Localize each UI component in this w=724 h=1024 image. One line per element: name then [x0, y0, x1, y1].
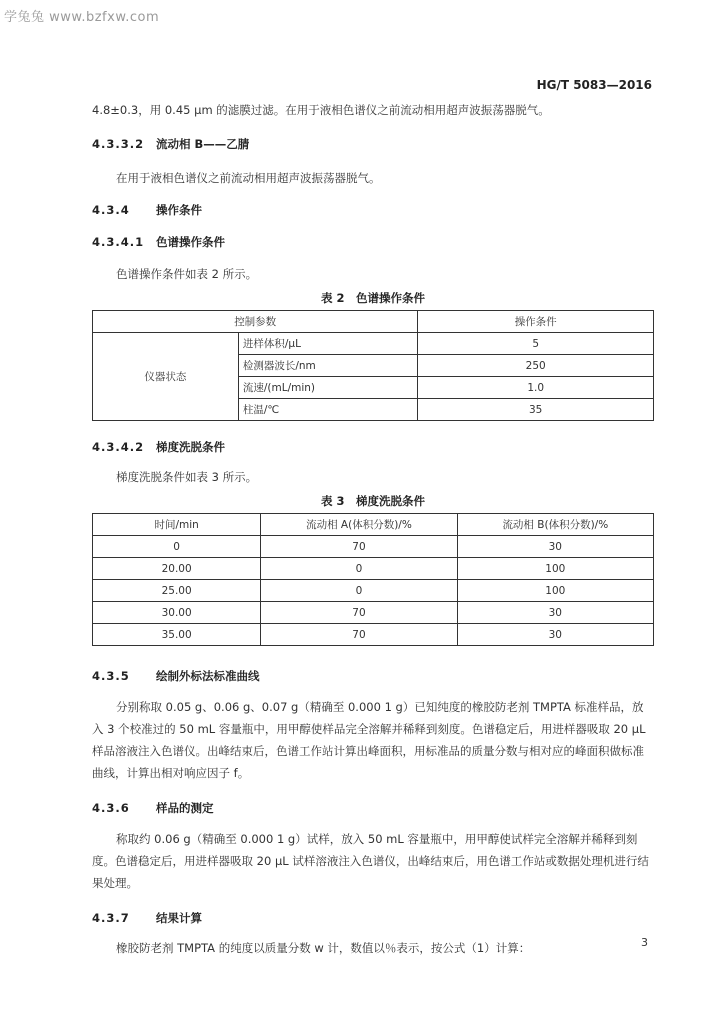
heading-4-3-3-2: 4.3.3.2 流动相 B——乙腈 [92, 137, 250, 151]
watermark: 学兔兔 www.bzfxw.com [4, 10, 160, 25]
heading-4-3-4-2: 4.3.4.2 梯度洗脱条件 [92, 440, 225, 454]
paragraph-4-3-4-1: 色谱操作条件如表 2 所示。 [116, 267, 258, 281]
table3 [92, 513, 654, 646]
table-row [93, 602, 654, 624]
table2 [92, 310, 654, 421]
table3-caption: 表 3 梯度洗脱条件 [320, 494, 425, 508]
table2-header-param: 控制参数 [93, 311, 418, 333]
table2-value: 5 [418, 333, 654, 355]
intro-line: 4.8±0.3，用 0.45 μm 的滤膜过滤。在用于液相色谱仪之前流动相用超声波振荡器脱气。 [92, 103, 550, 117]
table3-cell: 20.00 [93, 558, 261, 580]
table3-cell: 70 [261, 624, 457, 646]
table3-cell: 30 [457, 602, 653, 624]
table3-cell: 70 [261, 536, 457, 558]
table2-header-value: 操作条件 [418, 311, 654, 333]
table2-group-label: 仪器状态 [93, 333, 239, 421]
table3-cell: 30 [457, 536, 653, 558]
table3-cell: 0 [93, 536, 261, 558]
table2-param: 流速/(mL/min) [238, 377, 418, 399]
table3-cell: 70 [261, 602, 457, 624]
standard-code: HG/T 5083—2016 [536, 78, 652, 92]
table3-cell: 0 [261, 558, 457, 580]
table2-param: 柱温/℃ [238, 399, 418, 421]
table-row [93, 580, 654, 602]
heading-4-3-4: 4.3.4 操作条件 [92, 203, 202, 217]
paragraph-4-3-6: 称取约 0.06 g（精确至 0.000 1 g）试样，放入 50 mL 容量瓶中，用甲醇使试样完全溶解并稀释到刻度。色谱稳定后，用进样器吸取 20 μL 试样溶液注入色谱仪，出峰结束后，用色谱工作站或数据处理机进行结果处理。 [92, 832, 649, 890]
table3-cell: 30 [457, 624, 653, 646]
table3-header-time: 时间/min [93, 514, 261, 536]
table-row [93, 536, 654, 558]
table3-cell: 100 [457, 580, 653, 602]
page-number: 3 [641, 936, 648, 949]
paragraph-4-3-7: 橡胶防老剂 TMPTA 的纯度以质量分数 w 计，数值以％表示，按公式（1）计算： [116, 941, 531, 955]
heading-4-3-7: 4.3.7 结果计算 [92, 911, 202, 925]
table2-param: 检测器波长/nm [238, 355, 418, 377]
heading-4-3-6: 4.3.6 样品的测定 [92, 801, 214, 815]
table3-cell: 25.00 [93, 580, 261, 602]
table3-cell: 35.00 [93, 624, 261, 646]
table-row [93, 558, 654, 580]
table3-cell: 0 [261, 580, 457, 602]
heading-4-3-4-1: 4.3.4.1 色谱操作条件 [92, 235, 225, 249]
table2-value: 1.0 [418, 377, 654, 399]
paragraph-4-3-3-2: 在用于液相色谱仪之前流动相用超声波振荡器脱气。 [116, 171, 381, 185]
heading-4-3-5: 4.3.5 绘制外标法标准曲线 [92, 669, 260, 683]
paragraph-4-3-4-2: 梯度洗脱条件如表 3 所示。 [116, 470, 258, 484]
table3-header-b: 流动相 B(体积分数)/% [457, 514, 653, 536]
table2-caption: 表 2 色谱操作条件 [320, 291, 425, 305]
document-page [92, 100, 654, 958]
table-row [93, 624, 654, 646]
paragraph-4-3-5: 分别称取 0.05 g、0.06 g、0.07 g（精确至 0.000 1 g）已知纯度的橡胶防老剂 TMPTA 标准样品，放入 3 个校准过的 50 mL 容量瓶中，用甲醇使样品完全溶解并稀释到刻度。色谱稳定后，用进样器吸取 20 μL 样品溶液注入色谱仪。出峰结束后，色谱工作站计算出峰面积，用标准品的质量分数与相对应的峰面积做标准曲线，计算出相对响应因子 f。 [92, 700, 646, 780]
table3-cell: 100 [457, 558, 653, 580]
table2-value: 250 [418, 355, 654, 377]
table3-header-a: 流动相 A(体积分数)/% [261, 514, 457, 536]
table3-cell: 30.00 [93, 602, 261, 624]
table2-param: 进样体积/μL [238, 333, 418, 355]
table2-value: 35 [418, 399, 654, 421]
